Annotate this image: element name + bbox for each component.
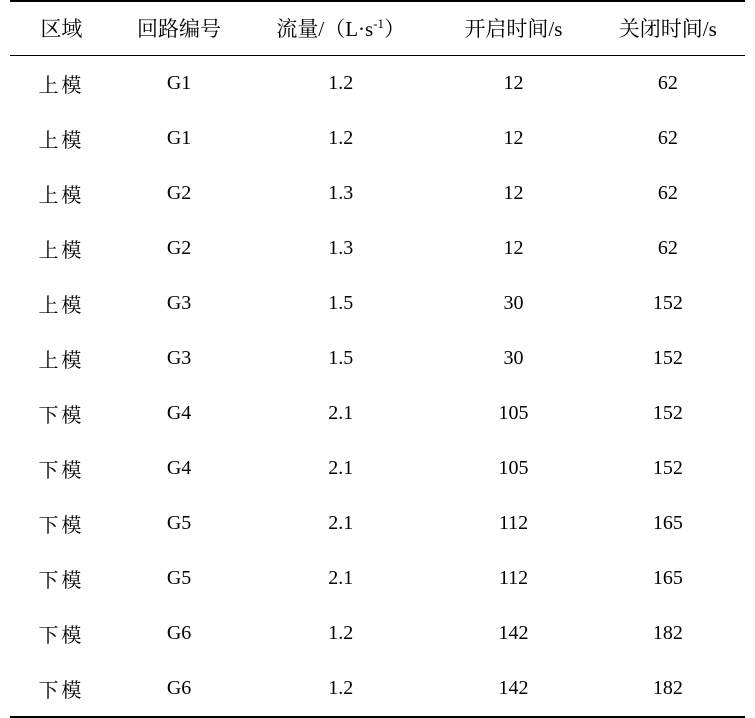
- column-header-flow-rate: [245, 1, 436, 56]
- cell-close: 62: [657, 237, 678, 259]
- table-row: [10, 606, 745, 661]
- table-row: [10, 56, 745, 112]
- cell-close: 182: [652, 677, 683, 699]
- table-row: [10, 441, 745, 496]
- cell-open: 112: [498, 567, 529, 589]
- cell-close: 165: [652, 512, 683, 534]
- flow-label-exponent: -1: [373, 16, 385, 31]
- cell-flow: 2.1: [328, 457, 354, 479]
- table-row: [10, 276, 745, 331]
- cell-open: 142: [498, 677, 529, 699]
- cell-open: 12: [503, 72, 524, 94]
- table-row: [10, 111, 745, 166]
- cell-loop: G1: [166, 127, 192, 149]
- cell-close: 152: [652, 457, 683, 479]
- cell-loop: G3: [166, 292, 192, 314]
- table-row: [10, 331, 745, 386]
- cell-zone: 上模: [38, 75, 85, 97]
- cell-open: 30: [503, 292, 524, 314]
- cell-open: 112: [498, 512, 529, 534]
- cell-zone: 下模: [38, 515, 85, 537]
- cell-zone: 下模: [38, 405, 85, 427]
- column-header-zone: 区域: [40, 17, 83, 41]
- cell-loop: G3: [166, 347, 192, 369]
- cell-zone: 下模: [38, 680, 85, 702]
- cell-loop: G4: [166, 402, 192, 424]
- cell-flow: 2.1: [328, 402, 354, 424]
- cell-zone: 下模: [38, 460, 85, 482]
- cell-close: 152: [652, 292, 683, 314]
- cell-flow: 1.5: [328, 292, 354, 314]
- cell-zone: 上模: [38, 185, 85, 207]
- cell-loop: G6: [166, 622, 192, 644]
- cell-loop: G5: [166, 512, 192, 534]
- flow-label-post: ）: [384, 17, 406, 41]
- flow-label-pre: 流量/（L·s: [276, 17, 374, 41]
- cell-close: 152: [652, 402, 683, 424]
- cell-loop: G1: [166, 72, 192, 94]
- cell-flow: 1.2: [328, 677, 354, 699]
- cell-flow: 1.3: [328, 182, 354, 204]
- cooling-loop-table: [10, 0, 745, 718]
- cell-loop: G2: [166, 182, 192, 204]
- cell-open: 142: [498, 622, 529, 644]
- cell-flow: 1.2: [328, 622, 354, 644]
- cell-flow: 2.1: [328, 512, 354, 534]
- cell-open: 105: [498, 457, 529, 479]
- cell-close: 62: [657, 182, 678, 204]
- column-header-open-time: 开启时间/s: [464, 17, 563, 41]
- table-body: [10, 56, 745, 718]
- cell-zone: 上模: [38, 295, 85, 317]
- cell-zone: 上模: [38, 240, 85, 262]
- cell-open: 30: [503, 347, 524, 369]
- table-row: [10, 166, 745, 221]
- cell-loop: G5: [166, 567, 192, 589]
- cell-open: 105: [498, 402, 529, 424]
- cell-flow: 1.3: [328, 237, 354, 259]
- table-row: [10, 551, 745, 606]
- column-header-close-time: 关闭时间/s: [618, 17, 717, 41]
- cell-close: 152: [652, 347, 683, 369]
- cell-flow: 1.2: [328, 72, 354, 94]
- table-header: [10, 1, 745, 56]
- table-header-row: [10, 1, 745, 56]
- cell-flow: 1.5: [328, 347, 354, 369]
- cell-close: 62: [657, 127, 678, 149]
- cell-close: 62: [657, 72, 678, 94]
- cell-flow: 1.2: [328, 127, 354, 149]
- table-row: [10, 661, 745, 717]
- cell-open: 12: [503, 237, 524, 259]
- cell-open: 12: [503, 127, 524, 149]
- cell-close: 182: [652, 622, 683, 644]
- cell-loop: G4: [166, 457, 192, 479]
- cell-loop: G6: [166, 677, 192, 699]
- column-header-loop-id: 回路编号: [137, 17, 222, 41]
- cell-zone: 下模: [38, 570, 85, 592]
- cell-open: 12: [503, 182, 524, 204]
- cell-zone: 上模: [38, 130, 85, 152]
- cell-zone: 下模: [38, 625, 85, 647]
- cell-close: 165: [652, 567, 683, 589]
- cell-loop: G2: [166, 237, 192, 259]
- cell-flow: 2.1: [328, 567, 354, 589]
- table-row: [10, 496, 745, 551]
- table-row: [10, 221, 745, 276]
- table-row: [10, 386, 745, 441]
- cell-zone: 上模: [38, 350, 85, 372]
